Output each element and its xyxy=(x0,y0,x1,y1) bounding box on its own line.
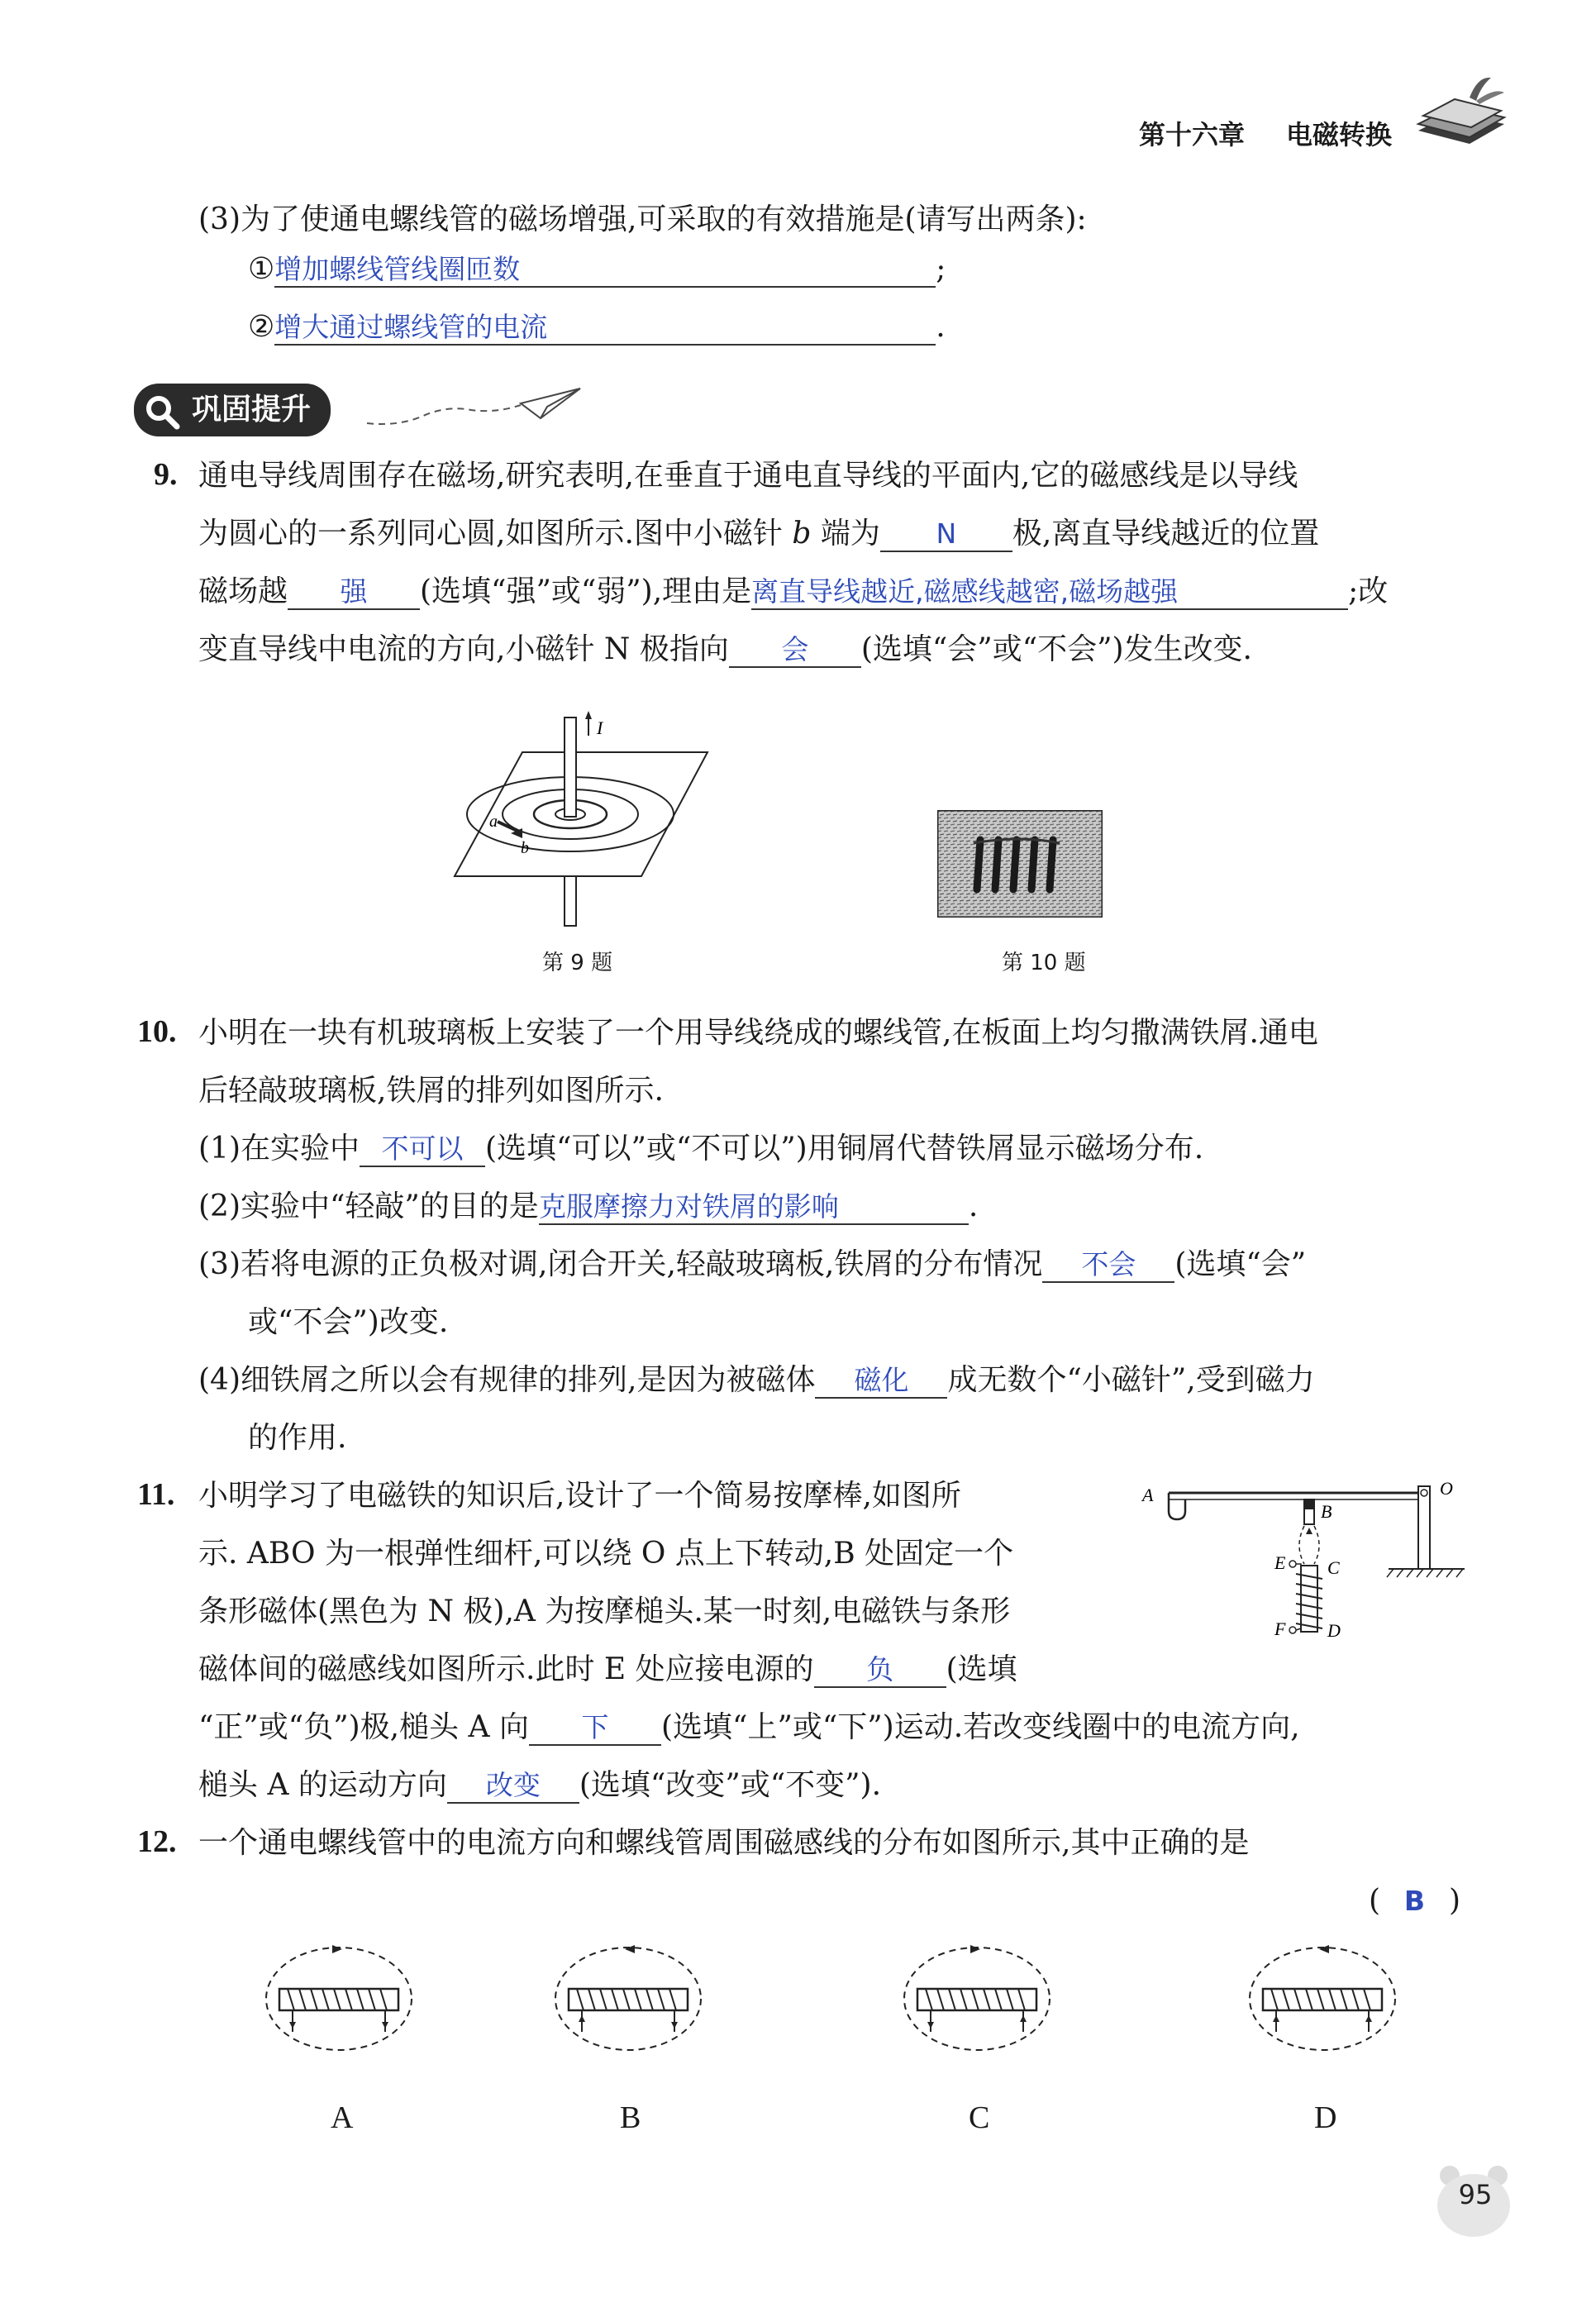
q11-answer-3: 改变 xyxy=(447,1769,579,1804)
q9-answer-4: 会 xyxy=(729,633,861,668)
figure-9-caption: 第 9 题 xyxy=(542,951,613,975)
figure-9-diagram xyxy=(446,711,711,934)
q12-option-c-diagram xyxy=(894,1943,1060,2075)
q10-part-3b: (选填“会” xyxy=(1174,1247,1307,1281)
page-number: 95 xyxy=(1458,2179,1493,2210)
q10-answer-3: 不会 xyxy=(1042,1248,1174,1283)
q10-part-3 xyxy=(198,1245,1306,1285)
q12-option-d-diagram xyxy=(1240,1943,1405,2075)
q12-option-b-diagram xyxy=(545,1943,711,2075)
q12-answer: B xyxy=(1403,1885,1426,1917)
q10-part-4 xyxy=(198,1361,1315,1400)
q9-line-2b: 端为 xyxy=(820,517,880,551)
q12-number: 12. xyxy=(137,1824,177,1859)
q10-number: 10. xyxy=(137,1014,177,1049)
q11-line-1: 小明学习了电磁铁的知识后,设计了一个简易按摩棒,如图所 xyxy=(198,1479,961,1513)
q9-line-3 xyxy=(198,572,1388,612)
q10-part-4a: (4)细铁屑之所以会有规律的排列,是因为被磁体 xyxy=(198,1363,816,1397)
q9-answer-2: 强 xyxy=(288,575,420,610)
q9-answer-3: 离直导线越近,磁感线越密,磁场越强 xyxy=(751,575,1348,610)
fig11-label-E: E xyxy=(1274,1552,1286,1573)
q12-option-a-label: A xyxy=(331,2100,354,2135)
fig9-label-I: I xyxy=(597,718,603,738)
q8-sep-2: . xyxy=(936,310,946,344)
q9-line-4a: 变直导线中电流的方向,小磁针 N 极指向 xyxy=(198,632,729,666)
q9-line-4b: (选填“会”或“不会”)发生改变. xyxy=(860,632,1252,666)
fig9-label-b: b xyxy=(521,839,529,857)
q9-line-3c: ;改 xyxy=(1348,574,1389,608)
q11-line-2: 示. ABO 为一根弹性细杆,可以绕 O 点上下转动,B 处固定一个 xyxy=(198,1537,1014,1571)
q11-line-5 xyxy=(198,1708,1300,1747)
q8-answer-2-row xyxy=(248,308,946,347)
q9-line-3b: (选填“强”或“弱”),理由是 xyxy=(420,574,752,608)
q11-line-4b: (选填 xyxy=(946,1652,1017,1686)
q11-line-5b: (选填“上”或“下”)运动.若改变线圈中的电流方向, xyxy=(661,1710,1300,1744)
q9-line-3a: 磁场越 xyxy=(198,574,288,608)
q11-line-3: 条形磁体(黑色为 N 极),A 为按摩槌头.某一时刻,电磁铁与条形 xyxy=(198,1595,1011,1628)
q11-line-5a: “正”或“负”)极,槌头 A 向 xyxy=(198,1710,529,1744)
fig11-label-C: C xyxy=(1327,1557,1340,1578)
figure-10-photo xyxy=(937,810,1103,918)
q11-answer-1: 负 xyxy=(814,1653,946,1688)
q9-line-2 xyxy=(198,514,1319,554)
magnifier-icon xyxy=(142,392,183,433)
q10-answer-1: 不可以 xyxy=(360,1132,485,1167)
q12-option-a-diagram xyxy=(256,1943,422,2075)
q9-line-2c: 极,离直导线越近的位置 xyxy=(1012,517,1320,551)
q8-answer-1-row xyxy=(248,250,946,289)
fig11-label-O: O xyxy=(1440,1478,1453,1499)
q9-number: 9. xyxy=(154,457,178,492)
q12-answer-paren xyxy=(1369,1881,1460,1921)
chapter-label: 第十六章 xyxy=(1139,119,1246,150)
q12-paren-close: ) xyxy=(1448,1884,1460,1918)
q10-part-1a: (1)在实验中 xyxy=(198,1132,360,1166)
q12-option-c-label: C xyxy=(969,2100,990,2135)
q10-part-3-cont: 或“不会”)改变. xyxy=(248,1305,449,1339)
q8-answer-1: 增加螺线管线圈匝数 xyxy=(274,253,936,288)
q10-part-4b: 成无数个“小磁针”,受到磁力 xyxy=(947,1363,1315,1397)
q10-part-1 xyxy=(198,1129,1203,1169)
figure-11-diagram xyxy=(1141,1471,1488,1661)
q11-line-4a: 磁体间的磁感线如图所示.此时 E 处应接电源的 xyxy=(198,1652,814,1686)
circle-marker-1: ① xyxy=(248,252,275,286)
q10-line-2: 后轻敲玻璃板,铁屑的排列如图所示. xyxy=(198,1074,664,1108)
fig9-label-a: a xyxy=(489,813,498,831)
q10-answer-4: 磁化 xyxy=(815,1364,947,1399)
q11-line-4 xyxy=(198,1650,1017,1690)
q10-part-2b: . xyxy=(968,1189,979,1223)
books-icon xyxy=(1412,73,1511,155)
q12-option-b-label: B xyxy=(620,2100,641,2135)
q8-part3-text: (3)为了使通电螺线管的磁场增强,可采取的有效措施是(请写出两条): xyxy=(198,203,1087,236)
q8-answer-2: 增大通过螺线管的电流 xyxy=(274,311,936,346)
q12-paren-open: ( xyxy=(1369,1884,1381,1918)
fig11-label-B: B xyxy=(1321,1501,1332,1522)
q8-sep-1: ; xyxy=(936,252,946,286)
paper-plane-icon xyxy=(364,380,587,438)
q10-part-4-cont: 的作用. xyxy=(248,1421,347,1455)
q11-line-6a: 槌头 A 的运动方向 xyxy=(198,1768,447,1802)
q11-line-6 xyxy=(198,1766,881,1805)
q12-option-d-label: D xyxy=(1314,2100,1337,2135)
circle-marker-2: ② xyxy=(248,310,275,344)
fig11-label-D: D xyxy=(1327,1620,1341,1641)
q10-part-3a: (3)若将电源的正负极对调,闭合开关,轻敲玻璃板,铁屑的分布情况 xyxy=(198,1247,1043,1281)
q10-part-1b: (选填“可以”或“不可以”)用铜屑代替铁屑显示磁场分布. xyxy=(485,1132,1204,1166)
q11-number: 11. xyxy=(137,1477,175,1512)
q9-answer-1: N xyxy=(880,517,1012,552)
q9-line-4 xyxy=(198,630,1252,670)
q10-part-2 xyxy=(198,1187,978,1227)
chapter-title: 电磁转换 xyxy=(1286,119,1393,150)
q11-answer-2: 下 xyxy=(529,1711,661,1746)
section-title: 巩固提升 xyxy=(192,393,312,427)
q10-line-1: 小明在一块有机玻璃板上安装了一个用导线绕成的螺线管,在板面上均匀撒满铁屑.通电 xyxy=(198,1016,1318,1050)
q9-var-b: b xyxy=(792,517,812,551)
fig11-label-F: F xyxy=(1274,1619,1286,1639)
q12-line-1: 一个通电螺线管中的电流方向和螺线管周围磁感线的分布如图所示,其中正确的是 xyxy=(198,1826,1250,1860)
figure-10-caption: 第 10 题 xyxy=(1002,951,1086,975)
fig11-label-A: A xyxy=(1142,1485,1154,1505)
q9-line-2a: 为圆心的一系列同心圆,如图所示.图中小磁针 xyxy=(198,517,783,551)
q9-line-1: 通电导线周围存在磁场,研究表明,在垂直于通电直导线的平面内,它的磁感线是以导线 xyxy=(198,459,1298,493)
q10-answer-2: 克服摩擦力对铁屑的影响 xyxy=(539,1190,969,1225)
q10-part-2a: (2)实验中“轻敲”的目的是 xyxy=(198,1189,539,1223)
q11-line-6b: (选填“改变”或“不变”). xyxy=(579,1768,882,1802)
